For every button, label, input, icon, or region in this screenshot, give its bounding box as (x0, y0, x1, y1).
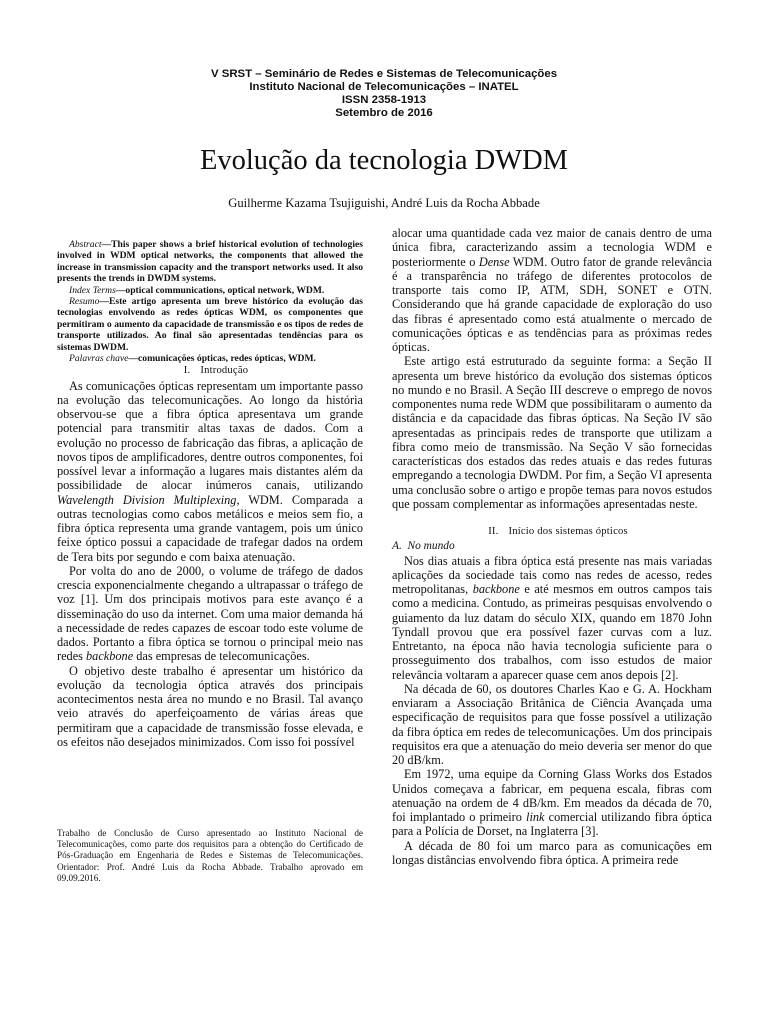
resumo-text: —Este artigo apresenta um breve histórico da evolução das tecnologias envolvendo as redes ópticas WDM, os componentes que permitiram o aumento da capacidade de transmissão e os tipos de redes de transporte utilizados. Ao final são apresentadas tendências para os sistemas DWDM. (57, 296, 363, 353)
italic-term: Wavelength Division Multiplexing (57, 492, 237, 507)
paragraph: Na década de 60, os doutores Charles Kao e G. A. Hockham enviaram a Associação Britânica de Ciência Avançada uma especificação de requisitos para que fosse possível a utilização da fibra óptica em redes de telecomunicações. Um dos principais requisitos era que a atenuação do meio deveria ser menor do que 20 dB/km. (392, 681, 712, 767)
institute-name: Instituto Nacional de Telecomunicações – INATEL (249, 81, 519, 93)
text-run: Por volta do ano de 2000, o volume de tráfego de dados crescia exponencialmente chegando a ultrapassar o tráfego de voz [1]. Um dos principais motivos para este avanço é a disseminação do uso da internet. Com uma maior demanda há a necessidade de redes capazes de escoar todo este volume de dados. Portanto a fibra óptica se tornou o principal meio nas redes (57, 563, 363, 664)
section-title: Introdução (200, 365, 249, 377)
abstract (57, 239, 363, 285)
palavras-chave-text: —comunicações ópticas, redes ópticas, WDM. (128, 353, 316, 365)
paragraph (57, 564, 363, 664)
abstract-text: —This paper shows a brief historical evolution of technologies involved in WDM optical networks, the components that allowed the increase in transmission capacity and the transport networks used. It also presents the trends in DWDM systems. (57, 239, 363, 285)
subsection-title: No mundo (407, 540, 455, 553)
italic-term: backbone (472, 582, 520, 596)
paper-authors: Guilherme Kazama Tsujiguishi, André Luis da Rocha Abbade (228, 196, 540, 210)
footnote: Trabalho de Conclusão de Curso apresentado ao Instituto Nacional de Telecomunicações, como parte dos requisitos para a obtenção do Certificado de Pós-Graduação em Engenharia de Redes e Sistemas de Telecomunicações. Orientador: Prof. André Luis da Rocha Abbade. Trabalho aprovado em 09.09.2016. (57, 828, 363, 883)
index-terms (57, 285, 363, 296)
section-number: II. (488, 526, 499, 537)
subsection-number: A. (392, 540, 402, 553)
conference-name: V SRST – Seminário de Redes e Sistemas de Telecomunicações (210, 68, 558, 80)
resumo-label: Resumo (69, 296, 100, 308)
italic-term: backbone (86, 649, 134, 664)
text-run: WDM. Outro fator de grande relevância é a transparência no tráfego de diferentes protocolos de transporte tais como IP, ATM, SDH, SONET e OTN. Considerando que há grande capacidade de exploração do uso das fibras é apresentado como está atualmente o mercado de comunicações ópticas e as tendências para as próximas redes ópticas. (392, 254, 712, 354)
paragraph (57, 379, 363, 564)
section-heading-inicio (392, 525, 712, 539)
resumo (57, 296, 363, 353)
paragraph (392, 767, 712, 838)
right-column (392, 226, 712, 867)
paragraph: O objetivo deste trabalho é apresentar um histórico da evolução da tecnologia óptica através dos principais acontecimentos nesta área no mundo e no Brasil. Tal avanço veio através do aperfeiçoamento de várias áreas que permitiram que a capacidade de transmissão fosse elevada, e os efeitos não desejados minimizados. Com isso foi possível (57, 663, 363, 749)
conference-date: Setembro de 2016 (335, 107, 433, 119)
text-run: As comunicações ópticas representam um importante passo na evolução das telecomunicações. Ao longo da história observou-se que a fibra óptica apresentava um grande potencial para transmitir altas taxas de dados. Com a evolução no processo de fabricação das fibras, a aplicação de novos tipos de amplificadores, dentre outros componentes, foi possível levar a informação a lugares mais distantes além da possibilidade de alocar inúmeros canais, utilizando (57, 378, 363, 493)
palavras-chave-label: Palavras chave (69, 353, 129, 365)
left-column (57, 228, 363, 749)
italic-term: Dense (478, 254, 510, 269)
subsection-heading (392, 539, 712, 553)
text-run: e até mesmos em outros campos tais como a medicina. Contudo, as primeiras pesquisas envolvendo o guiamento da luz datam do século XIX, quando em 1870 John Tyndall provou que era possível fazer curvas com a luz. Entretanto, na época não havia tecnologia suficiente para o prosseguimento dos trabalhos, com isso estudos de maior relevância voltaram a aparecer quase cem anos depois [2]. (392, 582, 712, 682)
paragraph: Este artigo está estruturado da seguinte forma: a Seção II apresenta um breve histórico da evolução dos sistemas ópticos no mundo e no Brasil. A Seção III descreve o emprego de novos componentes numa rede WDM que possibilitaram o aumento da distância e da capacidade das fibras ópticas. Na Seção IV são apresentadas as principais redes de transporte que utilizam a fibra como meio de transmissão. Na Seção V são fornecidas características dos estados das redes atuais e das redes futuras empregando a tecnologia DWDM. Por fim, a Seção VI apresenta uma conclusão sobre o artigo e propõe temas para novos estudos que possam complementar as informações apresentadas neste. (392, 354, 712, 511)
index-terms-label: Index Terms (69, 284, 116, 296)
section-title: Início dos sistemas ópticos (508, 526, 628, 537)
conference-header (0, 68, 768, 120)
paragraph: A década de 80 foi um marco para as comunicações em longas distâncias envolvendo fibra óptica. A primeira rede (392, 838, 712, 867)
paper-title: Evolução da tecnologia DWDM (199, 145, 568, 176)
index-terms-text: —optical communications, optical network, WDM. (115, 284, 325, 296)
paragraph (392, 554, 712, 682)
section-number: I. (183, 365, 191, 377)
palavras-chave (57, 353, 363, 364)
abstract-label: Abstract (69, 239, 102, 250)
text-run: das empresas de telecomunicações. (133, 649, 310, 664)
italic-term: link (526, 810, 545, 824)
issn: ISSN 2358-1913 (341, 94, 427, 106)
section-heading-introducao (57, 364, 363, 378)
text-run: Nos dias atuais a fibra óptica está presente nas mais variadas aplicações da sociedade tais como nas redes de acesso, redes metropolitanas, (392, 553, 712, 596)
paragraph (392, 226, 712, 354)
text-run: alocar uma quantidade cada vez maior de canais dentro de uma única fibra, caracterizando assim a tecnologia WDM e posteriormente o (392, 226, 712, 269)
text-run: , WDM. Comparada a outras tecnologias como cabos metálicos e meios sem fio, a fibra óptica representa uma grande vantagem, pois um único feixe óptico possui a capacidade de trafegar dados na ordem de Tera bits por segundo e com baixa atenuação. (57, 492, 363, 564)
text-run: Em 1972, uma equipe da Corning Glass Works dos Estados Unidos começava a fabricar, em pequena escala, fibras com atenuação na ordem de 4 dB/km. Em meados da década de 70, foi implantado o primeiro (392, 767, 712, 824)
text-run: comercial utilizando fibra óptica para a Polícia de Dorset, na Inglaterra [3]. (392, 810, 712, 839)
